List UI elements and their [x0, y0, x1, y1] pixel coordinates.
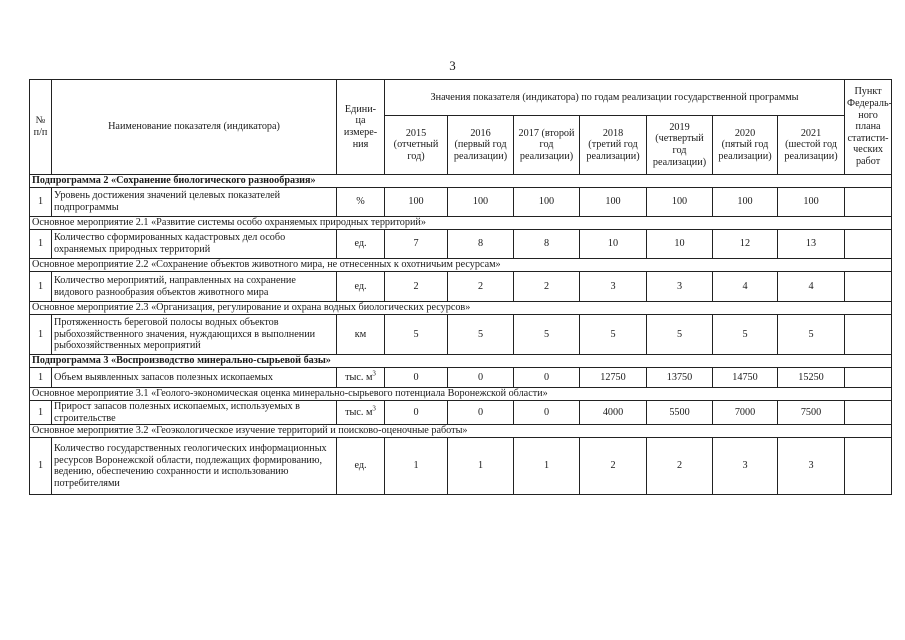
value-cell: 2 [647, 438, 713, 495]
header-name: Наименование показателя (индикатора) [52, 80, 337, 175]
row-number: 1 [30, 188, 52, 217]
row-number: 1 [30, 315, 52, 355]
value-cell: 4 [713, 272, 778, 302]
value-cell: 4000 [580, 401, 647, 425]
section-title: Основное мероприятие 3.2 «Геоэкологическое изучение территорий и поисково-оценочные работы» [30, 425, 892, 438]
unit-text: тыс. м [345, 371, 373, 383]
value-cell: 5 [448, 315, 514, 355]
value-cell: 4 [778, 272, 845, 302]
value-cell: 10 [647, 230, 713, 259]
indicator-name: Объем выявленных запасов полезных ископаемых [52, 368, 337, 388]
unit-cell [337, 401, 385, 425]
value-cell: 0 [385, 401, 448, 425]
header-values-group: Значения показателя (индикатора) по годам реализации государственной программы [385, 80, 845, 116]
indicator-name: Уровень достижения значений целевых показателей подпрограммы [52, 188, 337, 217]
value-cell: 5 [647, 315, 713, 355]
unit-cell [337, 188, 385, 217]
table-row [30, 401, 892, 425]
punkt-cell [845, 401, 892, 425]
value-cell: 5 [778, 315, 845, 355]
section-row [30, 425, 892, 438]
value-cell: 2 [385, 272, 448, 302]
unit-superscript: 3 [372, 404, 376, 413]
value-cell: 5 [385, 315, 448, 355]
value-cell: 7 [385, 230, 448, 259]
value-cell: 5500 [647, 401, 713, 425]
value-cell: 100 [385, 188, 448, 217]
indicator-name: Протяженность береговой полосы водных объектов рыбохозяйственного значения, нуждающихся в выполнении рыбохозяйственных мероприятий [52, 315, 337, 355]
value-cell: 1 [514, 438, 580, 495]
table-row [30, 368, 892, 388]
header-punkt: Пункт Федераль- ного плана статисти- ческих работ [845, 80, 892, 175]
header-num: № п/п [30, 80, 52, 175]
row-number: 1 [30, 438, 52, 495]
unit-text: ед. [354, 280, 367, 292]
indicator-name: Количество государственных геологических информационных ресурсов Воронежской области, подлежащих формированию, ведению, обеспечению сохранности и использованию потребителями [52, 438, 337, 495]
unit-text: ед. [354, 238, 367, 250]
value-cell: 8 [448, 230, 514, 259]
punkt-cell [845, 188, 892, 217]
header-year: 2021 (шестой год реализации) [778, 116, 845, 175]
unit-cell [337, 438, 385, 495]
unit-superscript: 3 [372, 369, 376, 378]
unit-text: % [356, 196, 365, 208]
unit-cell [337, 368, 385, 388]
section-title: Основное мероприятие 2.1 «Развитие системы особо охраняемых природных территорий» [30, 217, 892, 230]
value-cell: 12 [713, 230, 778, 259]
value-cell: 5 [514, 315, 580, 355]
value-cell: 2 [448, 272, 514, 302]
value-cell: 0 [514, 401, 580, 425]
header-year: 2020 (пятый год реализации) [713, 116, 778, 175]
table-row [30, 188, 892, 217]
header-year: 2017 (второй год реализации) [514, 116, 580, 175]
punkt-cell [845, 368, 892, 388]
section-title: Подпрограмма 2 «Сохранение биологического разнообразия» [30, 175, 892, 188]
value-cell: 13 [778, 230, 845, 259]
value-cell: 100 [514, 188, 580, 217]
section-title: Основное мероприятие 2.3 «Организация, регулирование и охрана водных биологических ресурсов» [30, 302, 892, 315]
value-cell: 7500 [778, 401, 845, 425]
value-cell: 0 [448, 368, 514, 388]
value-cell: 100 [713, 188, 778, 217]
value-cell: 2 [514, 272, 580, 302]
value-cell: 100 [580, 188, 647, 217]
section-title: Основное мероприятие 3.1 «Геолого-экономическая оценка минерально-сырьевого потенциала Воронежской области» [30, 388, 892, 401]
value-cell: 15250 [778, 368, 845, 388]
row-number: 1 [30, 272, 52, 302]
value-cell: 3 [580, 272, 647, 302]
section-row [30, 259, 892, 272]
section-row [30, 302, 892, 315]
table-row [30, 438, 892, 495]
table-row [30, 230, 892, 259]
section-row [30, 388, 892, 401]
unit-cell [337, 315, 385, 355]
unit-text: тыс. м [345, 406, 373, 418]
value-cell: 100 [647, 188, 713, 217]
punkt-cell [845, 438, 892, 495]
unit-cell [337, 272, 385, 302]
value-cell: 100 [448, 188, 514, 217]
section-title: Подпрограмма 3 «Воспроизводство минерально-сырьевой базы» [30, 355, 892, 368]
indicator-name: Количество сформированных кадастровых дел особо охраняемых природных территорий [52, 230, 337, 259]
unit-cell [337, 230, 385, 259]
section-title: Основное мероприятие 2.2 «Сохранение объектов животного мира, не отнесенных к охотничьим ресурсам» [30, 259, 892, 272]
value-cell: 14750 [713, 368, 778, 388]
table-row [30, 315, 892, 355]
page-number: 3 [449, 58, 456, 73]
indicators-table [29, 79, 892, 495]
table-row [30, 272, 892, 302]
value-cell: 2 [580, 438, 647, 495]
indicator-name: Количество мероприятий, направленных на сохранение видового разнообразия объектов животного мира [52, 272, 337, 302]
value-cell: 0 [385, 368, 448, 388]
section-row [30, 355, 892, 368]
value-cell: 13750 [647, 368, 713, 388]
header-year: 2016 (первый год реализации) [448, 116, 514, 175]
row-number: 1 [30, 230, 52, 259]
value-cell: 100 [778, 188, 845, 217]
value-cell: 7000 [713, 401, 778, 425]
value-cell: 3 [713, 438, 778, 495]
punkt-cell [845, 315, 892, 355]
header-year: 2015 (отчетный год) [385, 116, 448, 175]
value-cell: 8 [514, 230, 580, 259]
value-cell: 0 [448, 401, 514, 425]
value-cell: 1 [385, 438, 448, 495]
value-cell: 3 [778, 438, 845, 495]
header-unit: Едини- ца измере- ния [337, 80, 385, 175]
header-year: 2018 (третий год реализации) [580, 116, 647, 175]
value-cell: 5 [713, 315, 778, 355]
unit-text: км [354, 328, 367, 340]
section-row [30, 217, 892, 230]
indicator-name: Прирост запасов полезных ископаемых, используемых в строительстве [52, 401, 337, 425]
row-number: 1 [30, 368, 52, 388]
value-cell: 1 [448, 438, 514, 495]
value-cell: 10 [580, 230, 647, 259]
value-cell: 3 [647, 272, 713, 302]
punkt-cell [845, 230, 892, 259]
header-year: 2019 (четвертый год реализации) [647, 116, 713, 175]
row-number: 1 [30, 401, 52, 425]
value-cell: 12750 [580, 368, 647, 388]
value-cell: 0 [514, 368, 580, 388]
unit-text: ед. [354, 460, 367, 472]
section-row [30, 175, 892, 188]
value-cell: 5 [580, 315, 647, 355]
punkt-cell [845, 272, 892, 302]
